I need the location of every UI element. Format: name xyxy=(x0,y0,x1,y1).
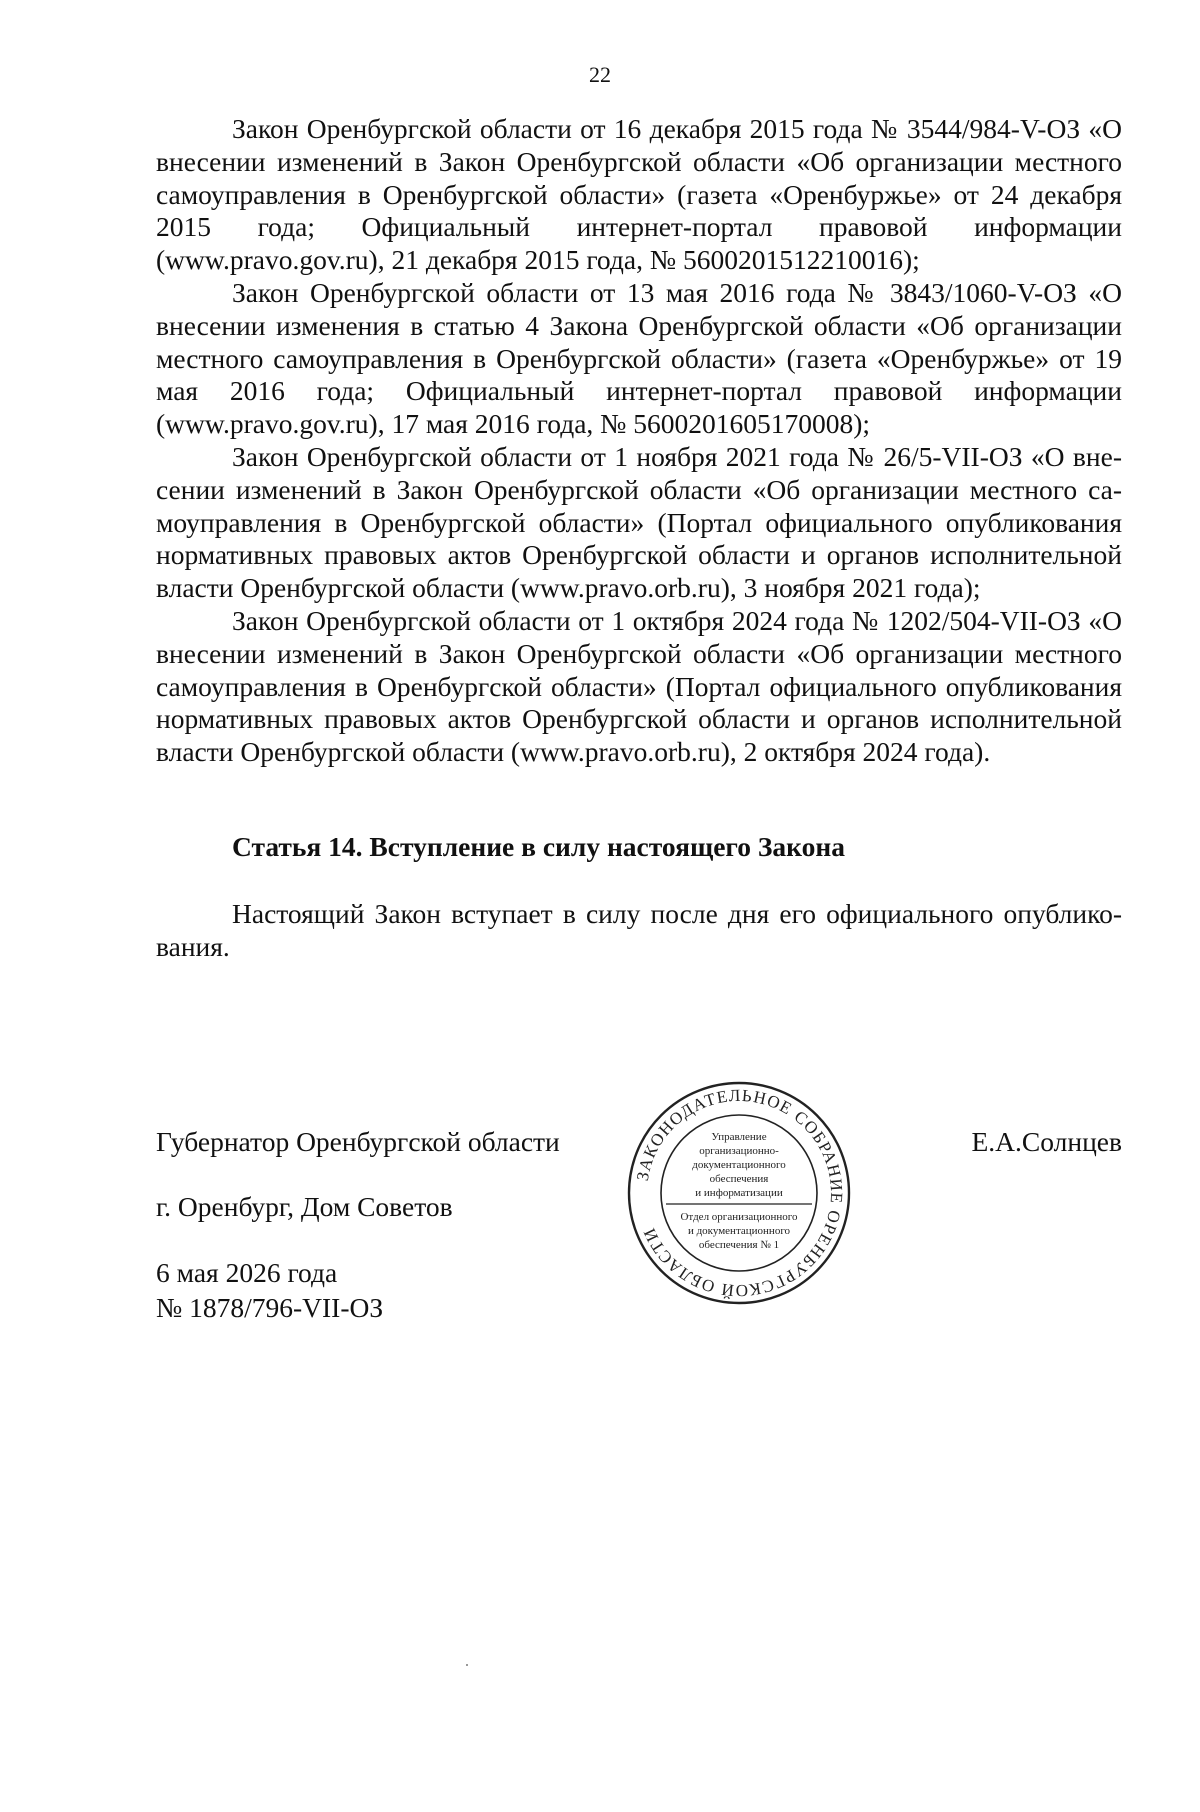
seal-ring-text: ЗАКОНОДАТЕЛЬНОЕ СОБРАНИЕ ОРЕНБУРГСКОЙ ОБЛАСТИ xyxy=(632,1085,847,1301)
page-number: 22 xyxy=(589,62,611,87)
law-number: № 1878/796-VII-ОЗ xyxy=(156,1292,384,1323)
svg-text:Отдел организационного: Отдел организационного xyxy=(680,1211,798,1223)
scan-speck xyxy=(466,1664,468,1666)
svg-text:и документационного: и документационного xyxy=(687,1225,791,1237)
signing-date: 6 мая 2026 года xyxy=(156,1257,338,1288)
law-list xyxy=(156,113,1122,769)
svg-text:обеспечения № 1: обеспечения № 1 xyxy=(698,1239,780,1251)
signing-place: г. Оренбург, Дом Советов xyxy=(156,1191,453,1222)
svg-text:документационного: документационного xyxy=(692,1159,786,1171)
law-entry-2024: Закон Оренбургской области от 1 октября 2024 года № 1202/504-VII-ОЗ «О внесении изменений в Закон Оренбургской области «Об организации местного самоуправления в Оренбургской области» (Портал официального опубликования нормативных правовых актов Оренбургской области и органов исполнительной власти Оренбургской области (www.pravo.orb.ru), 2 октября 2024 года). xyxy=(156,604,1122,768)
governor-title: Губернатор Оренбургской области xyxy=(156,1126,560,1157)
article-body xyxy=(156,898,1122,964)
law-entry-2015: Закон Оренбургской области от 16 декабря 2015 года № 3544/984-V-ОЗ «О внесении изменений в Закон Оренбургской области «Об организации местного самоуправления в Оренбургской области» (газета «Оренбуржье» от 24 декабря 2015 года; Официальный интернет-портал правовой информации (www.pravo.gov.ru), 21 декабря 2015 года, № 5600201512210016); xyxy=(156,113,1122,276)
governor-name: Е.А.Солнцев xyxy=(971,1126,1122,1157)
law-entry-2016: Закон Оренбургской области от 13 мая 2016 года № 3843/1060-V-ОЗ «О внесении изменения в статью 4 Закона Оренбургской области «Об организации местного самоуправления в Оренбургской области» (газета «Оренбуржье» от 19 мая 2016 года; Официальный интернет-портал правовой информации (www.pravo.gov.ru), 17 мая 2016 года, № 5600201605170008); xyxy=(156,276,1122,440)
official-seal-stamp xyxy=(624,1078,854,1308)
svg-text:организационно-: организационно- xyxy=(699,1145,779,1157)
svg-text:и информатизации: и информатизации xyxy=(695,1187,783,1199)
seal-upper-block xyxy=(692,1131,786,1199)
seal-lower-block xyxy=(680,1211,798,1251)
svg-text:обеспечения: обеспечения xyxy=(709,1173,769,1185)
svg-text:Управление: Управление xyxy=(711,1131,767,1143)
article-body-text: Настоящий Закон вступает в силу после дня его официального опубликования. xyxy=(156,898,1122,962)
article-heading: Статья 14. Вступление в силу настоящего Закона xyxy=(232,831,845,862)
law-entry-2021: Закон Оренбургской области от 1 ноября 2021 года № 26/5-VII-ОЗ «О внесении изменений в Закон Оренбургской области «Об организации местного самоуправления в Оренбургской области» (Портал официального опубликования нормативных правовых актов Оренбургской области и органов исполнительной власти Оренбургской области (www.pravo.orb.ru), 3 ноября 2021 года); xyxy=(156,440,1122,604)
